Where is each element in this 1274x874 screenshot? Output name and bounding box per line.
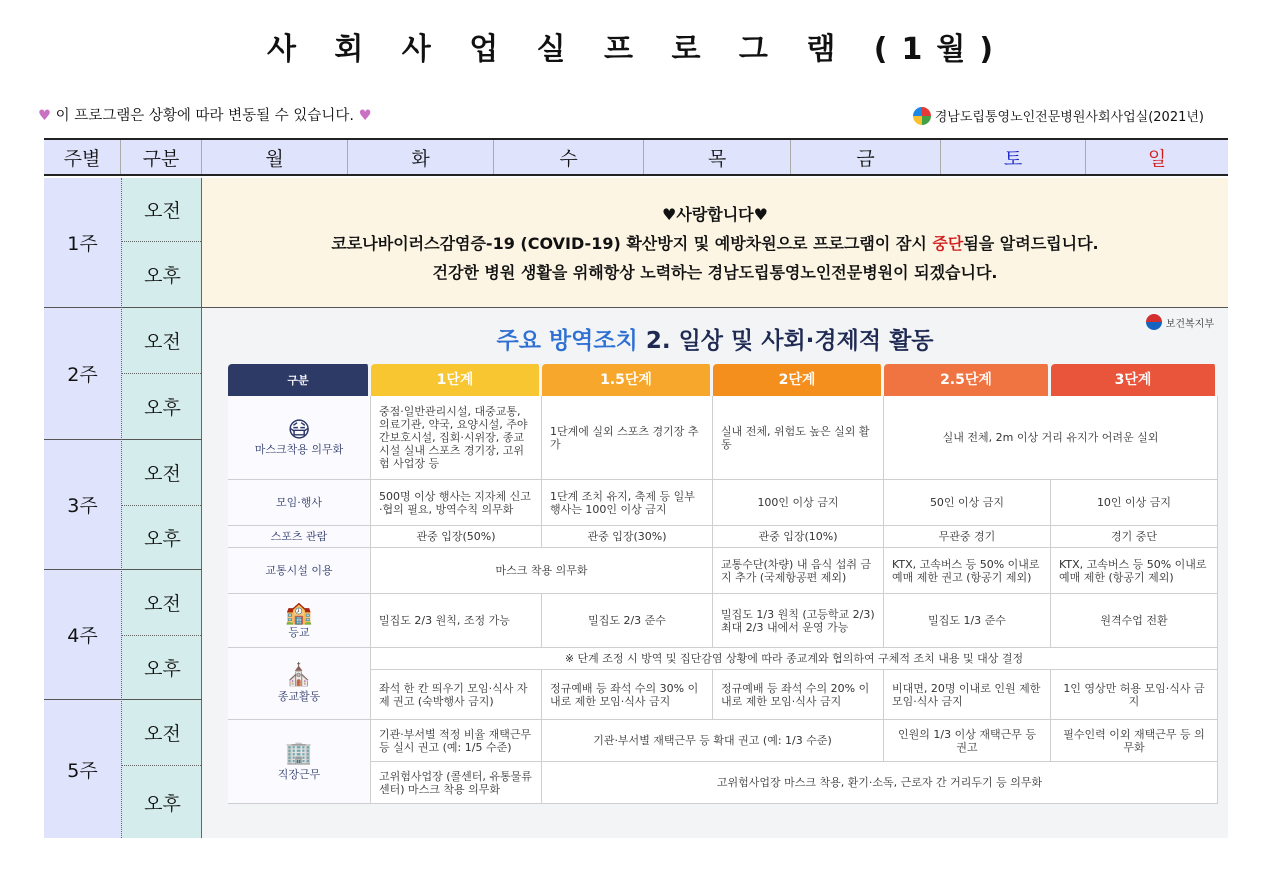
row-label-text: 직장근무	[277, 767, 321, 781]
header-thu: 목	[644, 140, 791, 174]
header-sat: 토	[941, 140, 1086, 174]
page-title: 사 회 사 업 실 프 로 그 램 (1월)	[266, 32, 1008, 67]
row-label	[228, 648, 371, 720]
period-am: 오전	[122, 440, 203, 506]
row-work	[228, 720, 1218, 804]
stage-1: 1단계	[371, 364, 542, 396]
org-text: 경남도립통영노인전문병원사회사업실(2021년)	[934, 110, 1204, 125]
period-pm: 오후	[144, 792, 181, 815]
ministry-name: 보건복지부	[1165, 318, 1214, 330]
cell: 마스크 착용 의무화	[371, 548, 713, 593]
cell: 밀집도 1/3 원칙 (고등학교 2/3) 최대 2/3 내에서 운영 가능	[713, 594, 884, 647]
stage-1-5: 1.5단계	[542, 364, 713, 396]
cell: 기관·부서별 재택근무 등 확대 권고 (예: 1/3 수준)	[542, 720, 884, 761]
row-mask	[228, 396, 1218, 480]
stage-2: 2단계	[713, 364, 884, 396]
header-fri: 금	[791, 140, 941, 174]
religion-note-row	[371, 648, 1218, 670]
church-icon: ⛪	[285, 662, 313, 688]
cell: 좌석 한 칸 띄우기 모임·식사 자제 권고 (숙박행사 금지)	[371, 670, 542, 719]
week-4: 4주	[44, 570, 121, 700]
cell: 1인 영상만 허용 모임·식사 금지	[1051, 670, 1218, 719]
org-label	[913, 106, 1204, 125]
period-am: 오전	[122, 308, 203, 374]
row-school	[228, 594, 1218, 648]
week-column	[44, 178, 121, 838]
cell: 1단계에 실외 스포츠 경기장 추가	[542, 396, 713, 479]
header-sun: 일	[1147, 147, 1167, 170]
row-label-text: 등교	[288, 626, 310, 639]
message-line-1: ♥사랑합니다♥	[662, 205, 768, 224]
message-text: 코로나바이러스감염증-19 (COVID-19) 확산방지 및 예방차원으로 프로그램이 잠시	[331, 234, 933, 253]
cell: 밀집도 2/3 준수	[542, 594, 713, 647]
row-gathering	[228, 480, 1218, 526]
work-row-a	[371, 720, 1218, 762]
heart-icon: ♥	[358, 108, 372, 124]
cell: 경기 중단	[1051, 526, 1218, 547]
message-text: 됨을 알려드립니다.	[963, 234, 1099, 253]
period-am: 오전	[122, 700, 203, 766]
cell: 1단계 조치 유지, 축제 등 일부 행사는 100인 이상 금지	[542, 480, 713, 525]
header-mon: 월	[202, 140, 348, 174]
stage-header-row	[228, 364, 1218, 396]
stage-table	[228, 364, 1218, 804]
period-pm: 오후	[122, 636, 203, 700]
cell: 10인 이상 금지	[1051, 480, 1218, 525]
cell: 관중 입장(10%)	[713, 526, 884, 547]
row-label: 교통시설 이용	[228, 548, 371, 593]
religion-note: ※ 단계 조정 시 방역 및 집단감염 상황에 따라 종교계와 협의하여 구체적 조치 내용 및 대상 결정	[371, 648, 1218, 669]
row-sports	[228, 526, 1218, 548]
row-label: 스포츠 관람	[228, 526, 371, 547]
cell: 정규예배 등 좌석 수의 20% 이내로 제한 모임·식사 금지	[713, 670, 884, 719]
row-label	[228, 396, 371, 479]
period-pm: 오후	[122, 374, 203, 440]
cell: 교통수단(차량) 내 음식 섭취 금지 추가 (국제항공편 제외)	[713, 548, 884, 593]
cell: 밀집도 2/3 원칙, 조정 가능	[371, 594, 542, 647]
week-2: 2주	[44, 308, 121, 440]
cell: 중점·일반관리시설, 대중교통, 의료기관, 약국, 요양시설, 주야간보호시설, 집회·시위장, 종교시설 실내 스포츠 경기장, 고위험 사업장 등	[371, 396, 542, 479]
message-line-2	[331, 231, 1098, 254]
row-label	[228, 594, 371, 647]
week-3: 3주	[44, 440, 121, 570]
message-highlight: 중단	[932, 234, 964, 253]
row-label: 모임·행사	[228, 480, 371, 525]
cell: 기관·부서별 적정 비율 재택근무 등 실시 권고 (예: 1/5 수준)	[371, 720, 542, 761]
header-wed: 수	[494, 140, 644, 174]
cell: 필수인력 이외 재택근무 등 의무화	[1051, 720, 1218, 761]
period-am: 오전	[122, 178, 203, 242]
cell: KTX, 고속버스 등 50% 이내로 예매 제한 (항공기 제외)	[1051, 548, 1218, 593]
header-week: 주별	[44, 140, 121, 174]
period-am: 오전	[122, 570, 203, 636]
row-label	[228, 720, 371, 804]
org-logo-icon	[913, 107, 931, 125]
period-pm: 오후	[122, 242, 203, 308]
cell: 관중 입장(50%)	[371, 526, 542, 547]
school-icon: 🏫	[285, 601, 313, 626]
row-label-text: 종교활동	[277, 689, 321, 703]
row-label-text: 마스크착용 의무화	[254, 443, 344, 456]
office-building-icon: 🏢	[285, 740, 313, 766]
cell: 정규예배 등 좌석 수의 30% 이내로 제한 모임·식사 금지	[542, 670, 713, 719]
week-5: 5주	[67, 759, 98, 782]
religion-stage-row	[371, 670, 1218, 720]
cell: 100인 이상 금지	[713, 480, 884, 525]
notice-text: 이 프로그램은 상황에 따라 변동될 수 있습니다.	[55, 108, 355, 124]
cell: 고위험사업장 마스크 착용, 환기·소독, 근로자 간 거리두기 등 의무화	[542, 762, 1218, 803]
cell: KTX, 고속버스 등 50% 이내로 예매 제한 권고 (항공기 제외)	[884, 548, 1051, 593]
cell: 비대면, 20명 이내로 인원 제한 모임·식사 금지	[884, 670, 1051, 719]
stage-3: 3단계	[1051, 364, 1218, 396]
cell: 관중 입장(30%)	[542, 526, 713, 547]
cell: 고위험사업장 (콜센터, 유통물류센터) 마스크 착용 의무화	[371, 762, 542, 803]
period-pm: 오후	[122, 506, 203, 570]
table-header	[44, 138, 1228, 176]
cell: 원격수업 전환	[1051, 594, 1218, 647]
stage-2-5: 2.5단계	[884, 364, 1051, 396]
cell: 500명 이상 행사는 지자체 신고·협의 필요, 방역수칙 의무화	[371, 480, 542, 525]
stage-header-label: 구분	[228, 364, 371, 396]
cell: 실내 전체, 2m 이상 거리 유지가 어려운 실외	[884, 396, 1218, 479]
header-tue: 화	[348, 140, 494, 174]
notice	[38, 104, 372, 125]
cell: 밀집도 1/3 준수	[884, 594, 1051, 647]
infographic-title	[202, 322, 1228, 355]
infographic-title-sub: 2. 일상 및 사회·경제적 활동	[637, 328, 934, 354]
message-line-3: 건강한 병원 생활을 위해항상 노력하는 경남도립통영노인전문병원이 되겠습니다.	[432, 263, 998, 282]
cell: 인원의 1/3 이상 재택근무 등 권고	[884, 720, 1051, 761]
cell: 50인 이상 금지	[884, 480, 1051, 525]
schedule-table	[44, 138, 1228, 815]
period-column	[121, 178, 202, 838]
suspension-message	[202, 178, 1228, 308]
work-row-b	[371, 762, 1218, 804]
cell: 무관중 경기	[884, 526, 1051, 547]
table-body	[44, 178, 1228, 838]
infographic-title-main: 주요 방역조치	[496, 328, 638, 354]
heart-icon: ♥	[38, 108, 51, 124]
covid-infographic	[202, 308, 1228, 838]
row-religion	[228, 648, 1218, 720]
week-1: 1주	[44, 178, 121, 308]
cell: 실내 전체, 위험도 높은 실외 활동	[713, 396, 884, 479]
mask-icon: 😷	[287, 418, 311, 443]
header-period: 구분	[121, 140, 202, 174]
row-transport	[228, 548, 1218, 594]
